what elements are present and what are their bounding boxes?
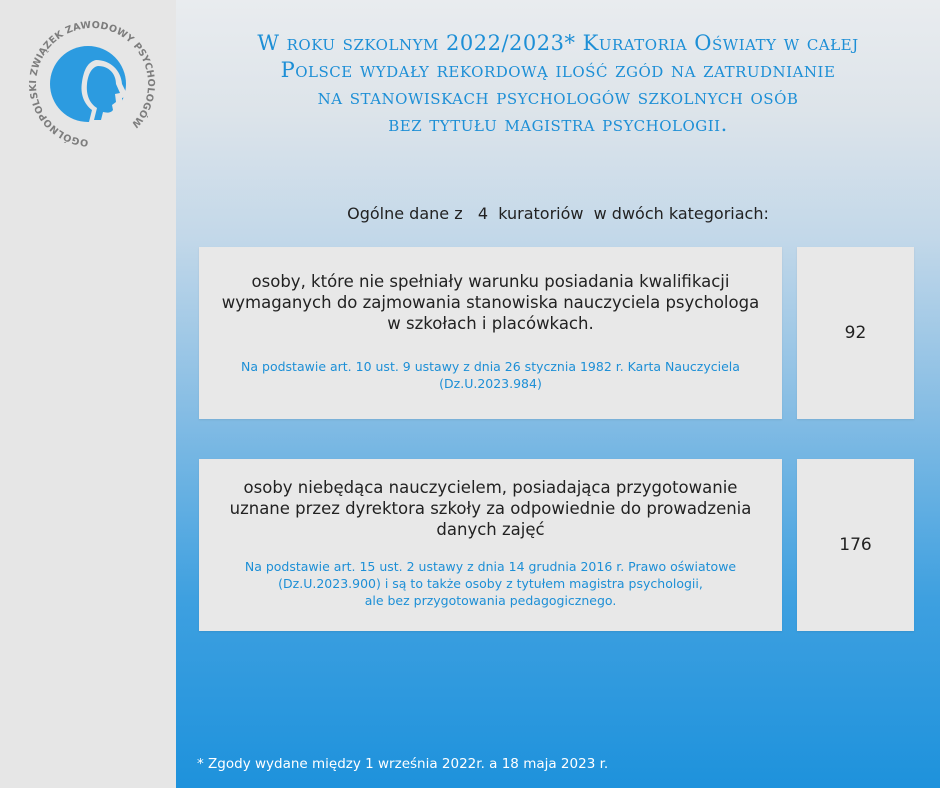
legal-reference	[199, 358, 782, 392]
reference-line: (Dz.U.2023.900) i są to także osoby z tytułem magistra psychologii,	[278, 576, 703, 591]
description-line: osoby niebędąca nauczycielem, posiadająca przygotowanie	[243, 478, 738, 497]
description-line: uznane przez dyrektora szkoły za odpowiednie do prowadzenia	[229, 499, 752, 518]
headline-line: Polsce wydały rekordową ilość zgód na zatrudnianie	[280, 58, 836, 82]
category-value-card-1	[797, 247, 914, 419]
footnote: * Zgody wydane między 1 września 2022r. a 18 maja 2023 r.	[197, 756, 609, 772]
reference-line: ale bez przygotowania pedagogicznego.	[364, 593, 617, 608]
reference-line: Na podstawie art. 15 ust. 2 ustawy z dnia 14 grudnia 2016 r. Prawo oświatowe	[244, 559, 737, 574]
headline-line: bez tytułu magistra psychologii.	[388, 112, 728, 136]
description-line: danych zajęć	[436, 520, 545, 539]
headline	[196, 30, 920, 138]
reference-line: (Dz.U.2023.984)	[439, 376, 542, 391]
category-value-card-2	[797, 459, 914, 631]
headline-line: W roku szkolnym 2022/2023* Kuratoria Oświaty w całej	[257, 31, 859, 55]
category-card-2	[199, 459, 782, 631]
category-card-1	[199, 247, 782, 419]
headline-line: na stanowiskach psychologów szkolnych osób	[317, 85, 799, 109]
category-description	[199, 271, 782, 334]
reference-line: Na podstawie art. 10 ust. 9 ustawy z dnia 26 stycznia 1982 r. Karta Nauczyciela	[241, 359, 740, 374]
category-count: 92	[844, 323, 867, 343]
category-description	[199, 477, 782, 540]
union-logo	[22, 14, 162, 154]
logo-ring-text: OGÓLNOPOLSKI ZWIĄZEK ZAWODOWY PSYCHOLOGÓW	[27, 19, 157, 148]
category-count: 176	[839, 535, 872, 555]
description-line: w szkołach i placówkach.	[387, 314, 594, 333]
subtitle: Ogólne dane z 4 kuratoriów w dwóch kategoriach:	[347, 204, 769, 223]
description-line: osoby, które nie spełniały warunku posiadania kwalifikacji	[251, 272, 730, 291]
legal-reference	[199, 558, 782, 609]
head-silhouette-icon	[22, 14, 162, 154]
description-line: wymaganych do zajmowania stanowiska nauczyciela psychologa	[221, 293, 760, 312]
